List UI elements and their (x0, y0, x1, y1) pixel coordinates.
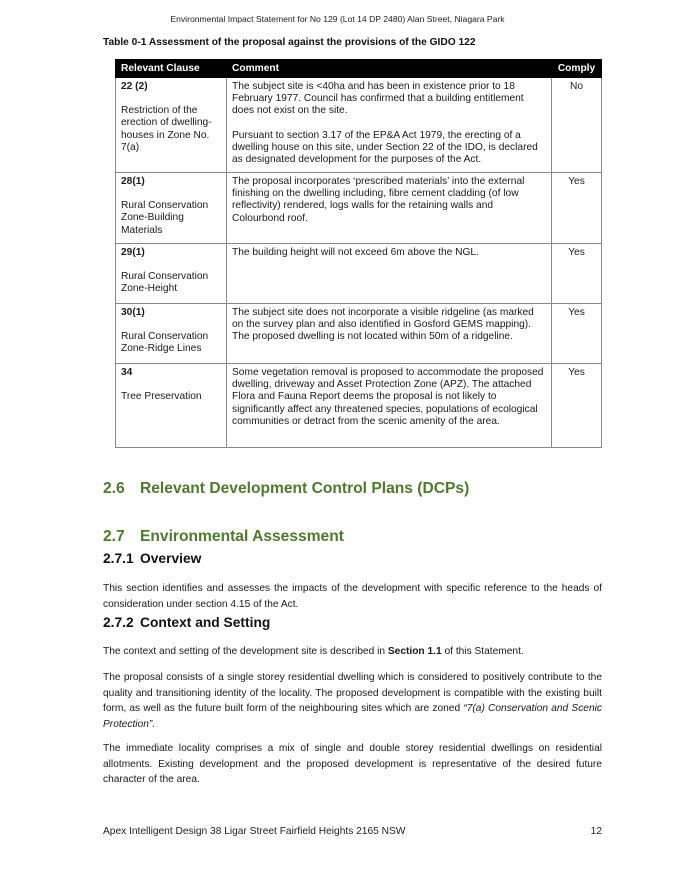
running-header: Environmental Impact Statement for No 129 (Lot 14 DP 2480) Alan Street, Niagara Park (170, 14, 505, 24)
column-header-comment: Comment (227, 60, 552, 78)
clause-description: Restriction of the erection of dwelling-houses in Zone No. 7(a) (121, 105, 212, 153)
comment-text: The subject site does not incorporate a visible ridgeline (as marked on the survey plan and also identified in Gosford GEMS mapping). The proposed dwelling is not located within 50m of a ridgeline. (232, 307, 534, 343)
clause-cell (116, 244, 227, 304)
section-heading-2-7 (103, 528, 344, 546)
subsection-title: Overview (140, 551, 202, 566)
comment-text-second: Pursuant to section 3.17 of the EP&A Act 1979, the erecting of a dwelling house on this site, under Section 22 of the IDO, is declared as designated development for the purposes of the Act. (232, 129, 538, 166)
comply-cell: No (552, 78, 602, 173)
clause-cell (116, 304, 227, 364)
clause-cell (116, 364, 227, 448)
comply-cell: Yes (552, 244, 602, 304)
clause-number: 30(1) (121, 307, 145, 318)
subsection-number: 2.7.2 (103, 615, 134, 630)
footer-company: Apex Intelligent Design 38 Ligar Street Fairfield Heights 2165 NSW (103, 826, 406, 837)
clause-description: Tree Preservation (121, 391, 202, 403)
subsection-heading-2-7-2 (103, 615, 270, 630)
clause-number: 28(1) (121, 176, 145, 187)
comment-cell (227, 304, 552, 364)
clause-description: Rural Conservation Zone-Height (121, 271, 209, 295)
context-text: The context and setting of the development site is described in (103, 646, 388, 657)
subsection-heading-2-7-1 (103, 551, 201, 566)
table-row (116, 304, 602, 364)
table-header-row (116, 60, 602, 78)
comment-text: The proposal incorporates ‘prescribed materials’ into the external finishing on the dwelling including, fibre cement cladding (of low reflectivity) rendered, logs walls for the retaining walls and Colourbond roof. (232, 176, 525, 224)
clause-cell (116, 78, 227, 173)
table-row (116, 244, 602, 304)
clause-number: 22 (2) (121, 81, 148, 92)
comment-text: The subject site is <40ha and has been in existence prior to 18 February 1977. Council has confirmed that a building entitlement does not exist on the site. (232, 81, 524, 117)
comply-cell: Yes (552, 173, 602, 244)
context-text: of this Statement. (441, 646, 524, 657)
section-number: 2.6 (103, 480, 125, 497)
table-row (116, 364, 602, 448)
comment-cell (227, 78, 552, 173)
column-header-comply: Comply (552, 60, 602, 78)
section-title: Environmental Assessment (140, 528, 344, 545)
clause-description: Rural Conservation Zone-Building Materials (121, 200, 209, 236)
table-row (116, 78, 602, 173)
comment-cell (227, 244, 552, 304)
clause-cell (116, 173, 227, 244)
context-paragraph-2 (103, 670, 602, 732)
context-paragraph-3: The immediate locality comprises a mix of single and double storey residential dwellings on residential allotments. Existing development and the proposed development is representative of the desired future character of the area. (103, 743, 602, 786)
section-heading-2-6 (103, 480, 469, 498)
clause-description: Rural Conservation Zone-Ridge Lines (121, 331, 209, 355)
table-row (116, 173, 602, 244)
page-number: 12 (590, 826, 602, 837)
comment-cell (227, 173, 552, 244)
comply-cell: Yes (552, 304, 602, 364)
context-paragraph-1 (103, 644, 602, 660)
table-caption: Table 0-1 Assessment of the proposal against the provisions of the GIDO 122 (103, 37, 476, 48)
section-reference: Section 1.1 (387, 646, 442, 657)
clause-number: 29(1) (121, 247, 145, 258)
clause-number: 34 (121, 367, 133, 378)
comply-cell: Yes (552, 364, 602, 448)
overview-paragraph: This section identifies and assesses the impacts of the development with specific reference to the heads of consideration under section 4.15 of the Act. (103, 583, 602, 610)
section-title: Relevant Development Control Plans (DCPs) (140, 480, 470, 497)
comment-text: Some vegetation removal is proposed to accommodate the proposed dwelling, driveway and Asset Protection Zone (APZ). The attached Flora and Fauna Report deems the proposal is not likely to significantly affect any threatened species, populations of ecological communities or detract from the scenic amenity of the area. (232, 367, 544, 427)
comment-cell (227, 364, 552, 448)
subsection-title: Context and Setting (140, 615, 271, 630)
section-number: 2.7 (103, 528, 125, 545)
column-header-clause: Relevant Clause (116, 60, 227, 78)
assessment-table (115, 59, 602, 448)
comment-text: The building height will not exceed 6m above the NGL. (232, 247, 479, 258)
subsection-number: 2.7.1 (103, 551, 134, 566)
zoning-quote: “7(a) Conservation and Scenic Protection”. (103, 703, 602, 730)
context-text: The proposal consists of a single storey residential dwelling which is considered to positively contribute to the quality and transitioning identity of the locality. The proposed development is compatible with the existing built form, as well as the future built form of the neighbouring sites which are zoned (103, 672, 602, 715)
